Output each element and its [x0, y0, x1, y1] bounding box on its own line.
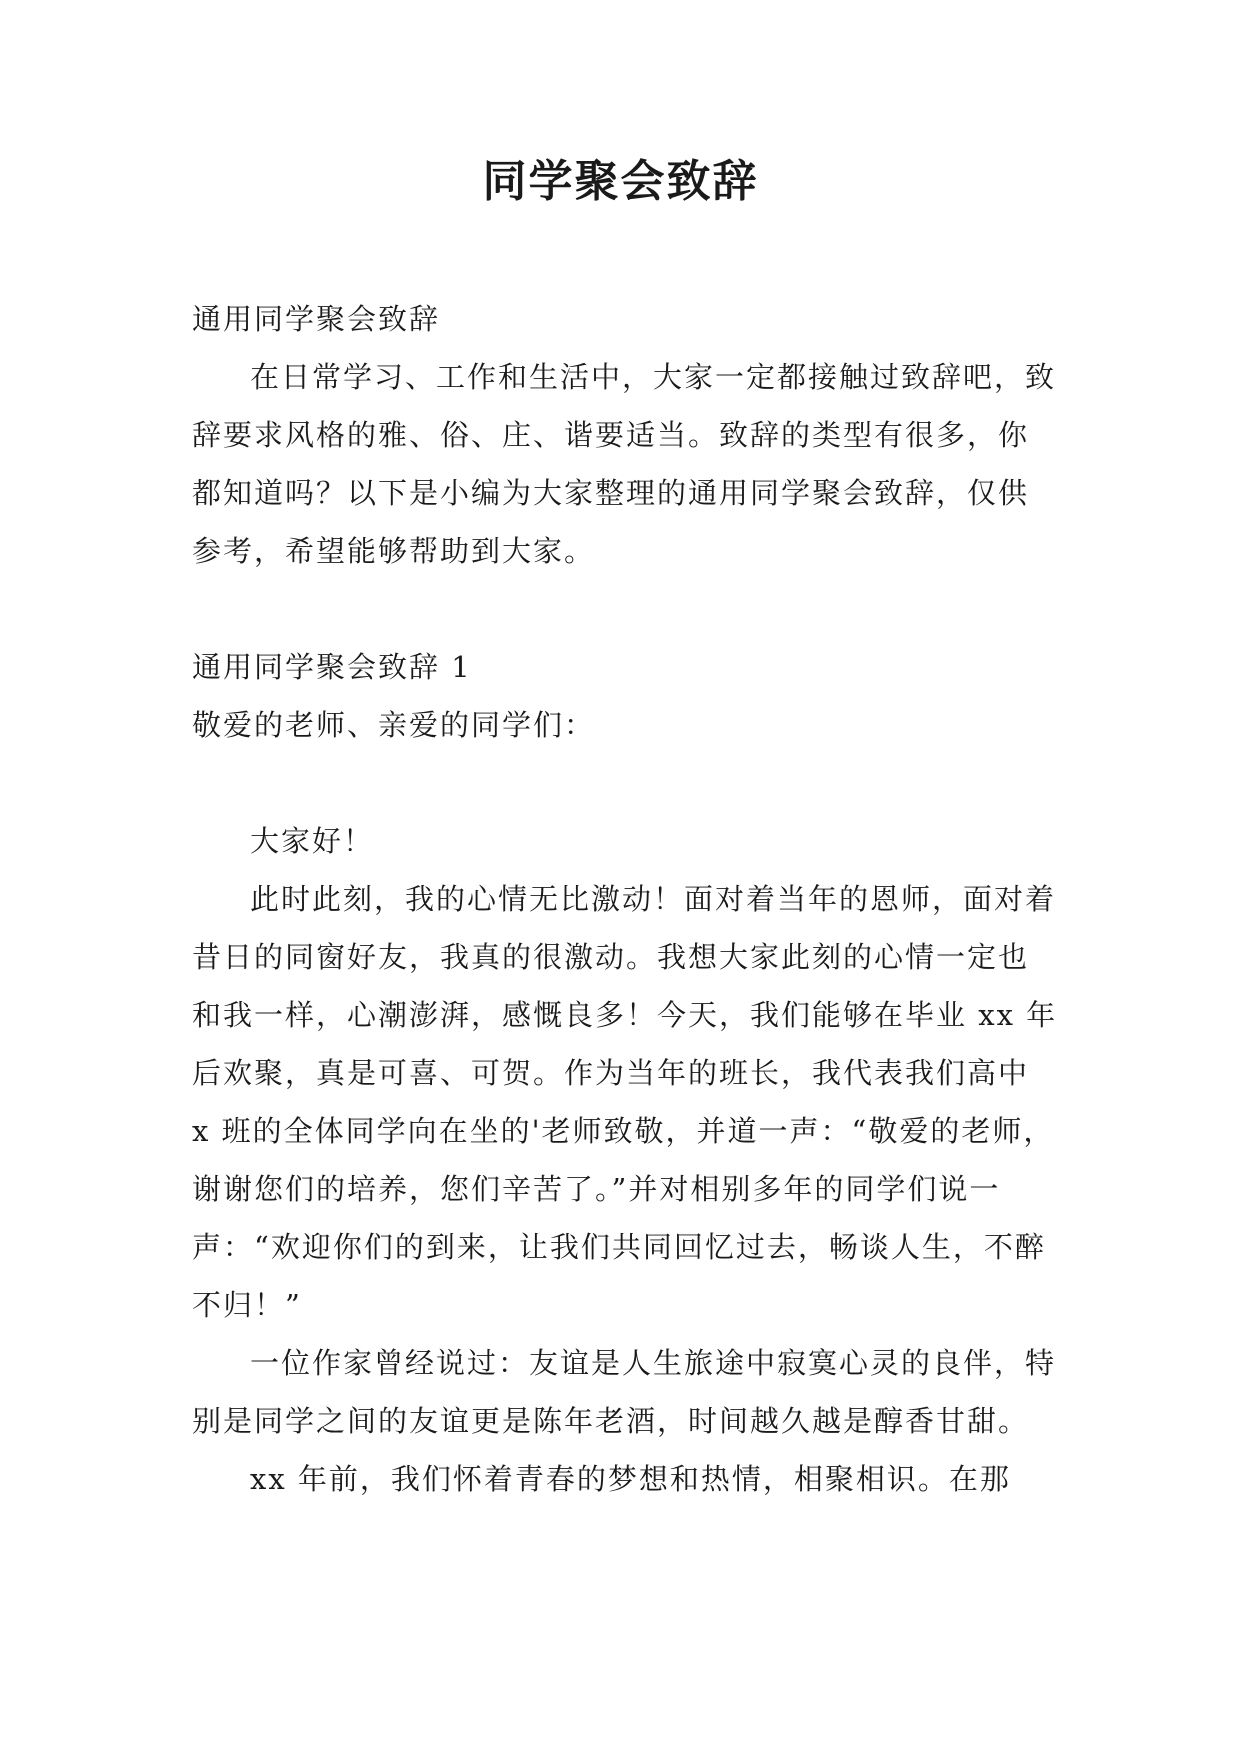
spacer	[192, 580, 1058, 638]
salutation: 敬爱的老师、亲爱的同学们：	[192, 708, 596, 742]
body-paragraph: 此时此刻，我的心情无比激动！面对着当年的恩师，面对着昔日的同窗好友，我真的很激动。我想大家此刻的心情一定也和我一样，心潮澎湃，感慨良多！今天，我们能够在毕业 xx 年后欢聚，真是可喜、可贺。作为当年的班长，我代表我们高中 x 班的全体同学向在坐的'老师致敬，并道一声：“敬爱的老师，谢谢您们的培养，您们辛苦了。”并对相别多年的同学们说一声：“欢迎你们的到来，让我们共同回忆过去，畅谈人生，不醉不归！”	[192, 882, 1058, 1322]
section-heading: 通用同学聚会致辞 1	[192, 650, 472, 684]
subtitle: 通用同学聚会致辞	[192, 302, 441, 336]
document-body	[192, 290, 1058, 1508]
document-title: 同学聚会致辞	[482, 156, 759, 207]
body-paragraph: xx 年前，我们怀着青春的梦想和热情，相聚相识。在那	[250, 1462, 1011, 1496]
body-paragraph: 一位作家曾经说过：友谊是人生旅途中寂寞心灵的良伴，特别是同学之间的友谊更是陈年老酒，时间越久越是醇香甘甜。	[192, 1346, 1057, 1438]
intro-paragraph: 在日常学习、工作和生活中，大家一定都接触过致辞吧，致辞要求风格的雅、俗、庄、谐要适当。致辞的类型有很多，你都知道吗？以下是小编为大家整理的通用同学聚会致辞，仅供参考，希望能够帮助到大家。	[192, 360, 1057, 568]
spacer	[192, 754, 1058, 812]
greeting: 大家好！	[250, 824, 375, 858]
